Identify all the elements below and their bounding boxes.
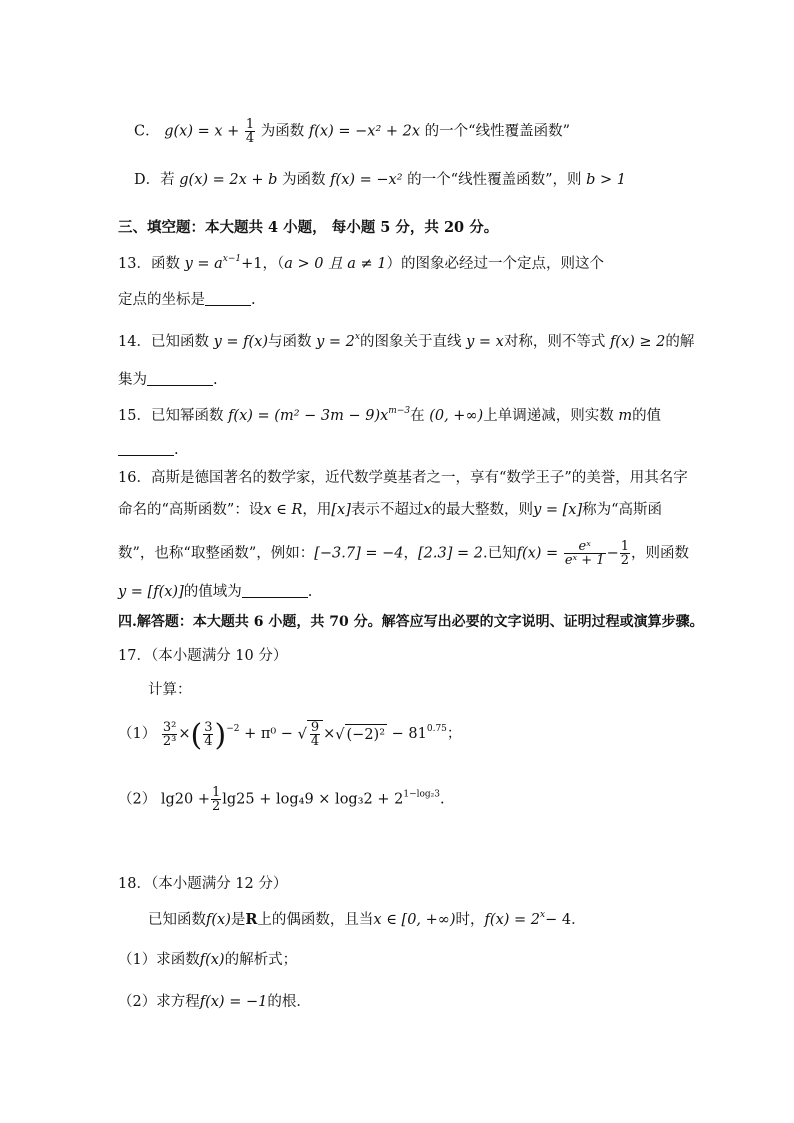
question-14-line2: 集为 .: [118, 372, 218, 388]
question-16: 16．高斯是德国著名的数学家，近代数学奠基者之一，享有“数学王子”的美誉，用其名字: [118, 470, 688, 486]
answer-blank[interactable]: [205, 291, 251, 306]
question-18-title: 18．（本小题满分 12 分）: [118, 876, 288, 892]
question-14: 14．已知函数 y = f(x)与函数 $y = 2^x$的图象关于直线 y = x对称，则不等式 f(x) ≥ 2的解: [118, 332, 695, 350]
question-15-line2: .: [118, 440, 179, 460]
question-17-part2: （2） lg20 + $\frac{1}{2}$ $\lg 25 + \log_49 \times \log_32 + 2^{1-log_23}$.: [118, 785, 445, 814]
question-13: 13．函数 $y = a^{x-1}+1$，（a > 0 且 a ≠ 1）的图象必经过一个定点，则这个: [118, 254, 604, 272]
option-c: C． g(x) = x + $\frac{1}{4}$ 为函数 f(x) = −x² + 2x 的一个“线性覆盖函数”: [134, 117, 570, 146]
question-17-part1: （1） $\frac{\text{3²}}{\text{2³}}$ ×( $\frac{3}{4}$ )$^{-2}$ + π⁰ − √ $\frac{9}{4}$ ×√ $(-2)^2 - 81^{0.75}$；: [118, 718, 462, 753]
question-16-line4: y = [f(x)]的值域为 .: [118, 584, 313, 600]
fraction: $\frac{1}{2}$: [620, 539, 630, 568]
question-18-part2: （2）求方程f(x) = −1的根．: [118, 994, 311, 1010]
answer-blank[interactable]: [147, 371, 213, 386]
question-18-part1: （1）求函数f(x)的解析式；: [118, 952, 298, 968]
question-17-title: 17．（本小题满分 10 分）: [118, 648, 288, 664]
fraction: $\frac{\text{3²}}{\text{2³}}$: [162, 719, 177, 749]
fraction: $\frac{\text{eˣ}}{\text{eˣ + 1}}$: [564, 539, 605, 568]
sqrt: √ (−2)²: [335, 724, 387, 745]
question-15: 15．已知幂函数 $f(x) = (m^2 - 3m - 9)x^{m-3}$在 (0, +∞)上单调递减，则实数 m的值: [118, 406, 662, 424]
fraction: $\frac{1}{4}$: [245, 117, 255, 146]
fraction: $\frac{3}{4}$: [204, 719, 213, 749]
fraction: $\frac{9}{4}$: [310, 720, 320, 749]
fraction: $\frac{1}{2}$: [211, 785, 221, 814]
question-16-line3: 数”，也称“取整函数”，例如：[−3.7] = −4，[2.3] = 2.已知f(x) = $\frac{\text{eˣ}}{\text{eˣ + 1}}$ − $\frac{1}{2}$ ，则函数: [118, 539, 690, 568]
answer-blank[interactable]: [242, 583, 308, 598]
option-d: D．若 g(x) = 2x + b 为函数 f(x) = −x² 的一个“线性覆盖函数”，则 b > 1: [134, 172, 626, 188]
section4-heading: 四.解答题：本大题共 6 小题，共 70 分。解答应写出必要的文字说明、证明过程或演算步骤。: [118, 614, 704, 630]
question-13-line2: 定点的坐标是 .: [118, 292, 256, 308]
question-18-intro: 已知函数f(x)是R上的偶函数，且当x ∈ [0, +∞)时，$f(x) = 2^x- 4$．: [148, 910, 586, 928]
question-17-intro: 计算：: [148, 682, 192, 698]
question-16-line2: 命名的“高斯函数”：设x ∈ R，用[x]表示不超过x的最大整数，则y = [x]称为“高斯函: [118, 502, 663, 518]
answer-blank[interactable]: [118, 441, 174, 456]
section3-heading: 三、填空题：本大题共 4 小题， 每小题 5 分，共 20 分。: [118, 219, 499, 236]
sqrt: √ $\frac{9}{4}$: [298, 720, 324, 748]
